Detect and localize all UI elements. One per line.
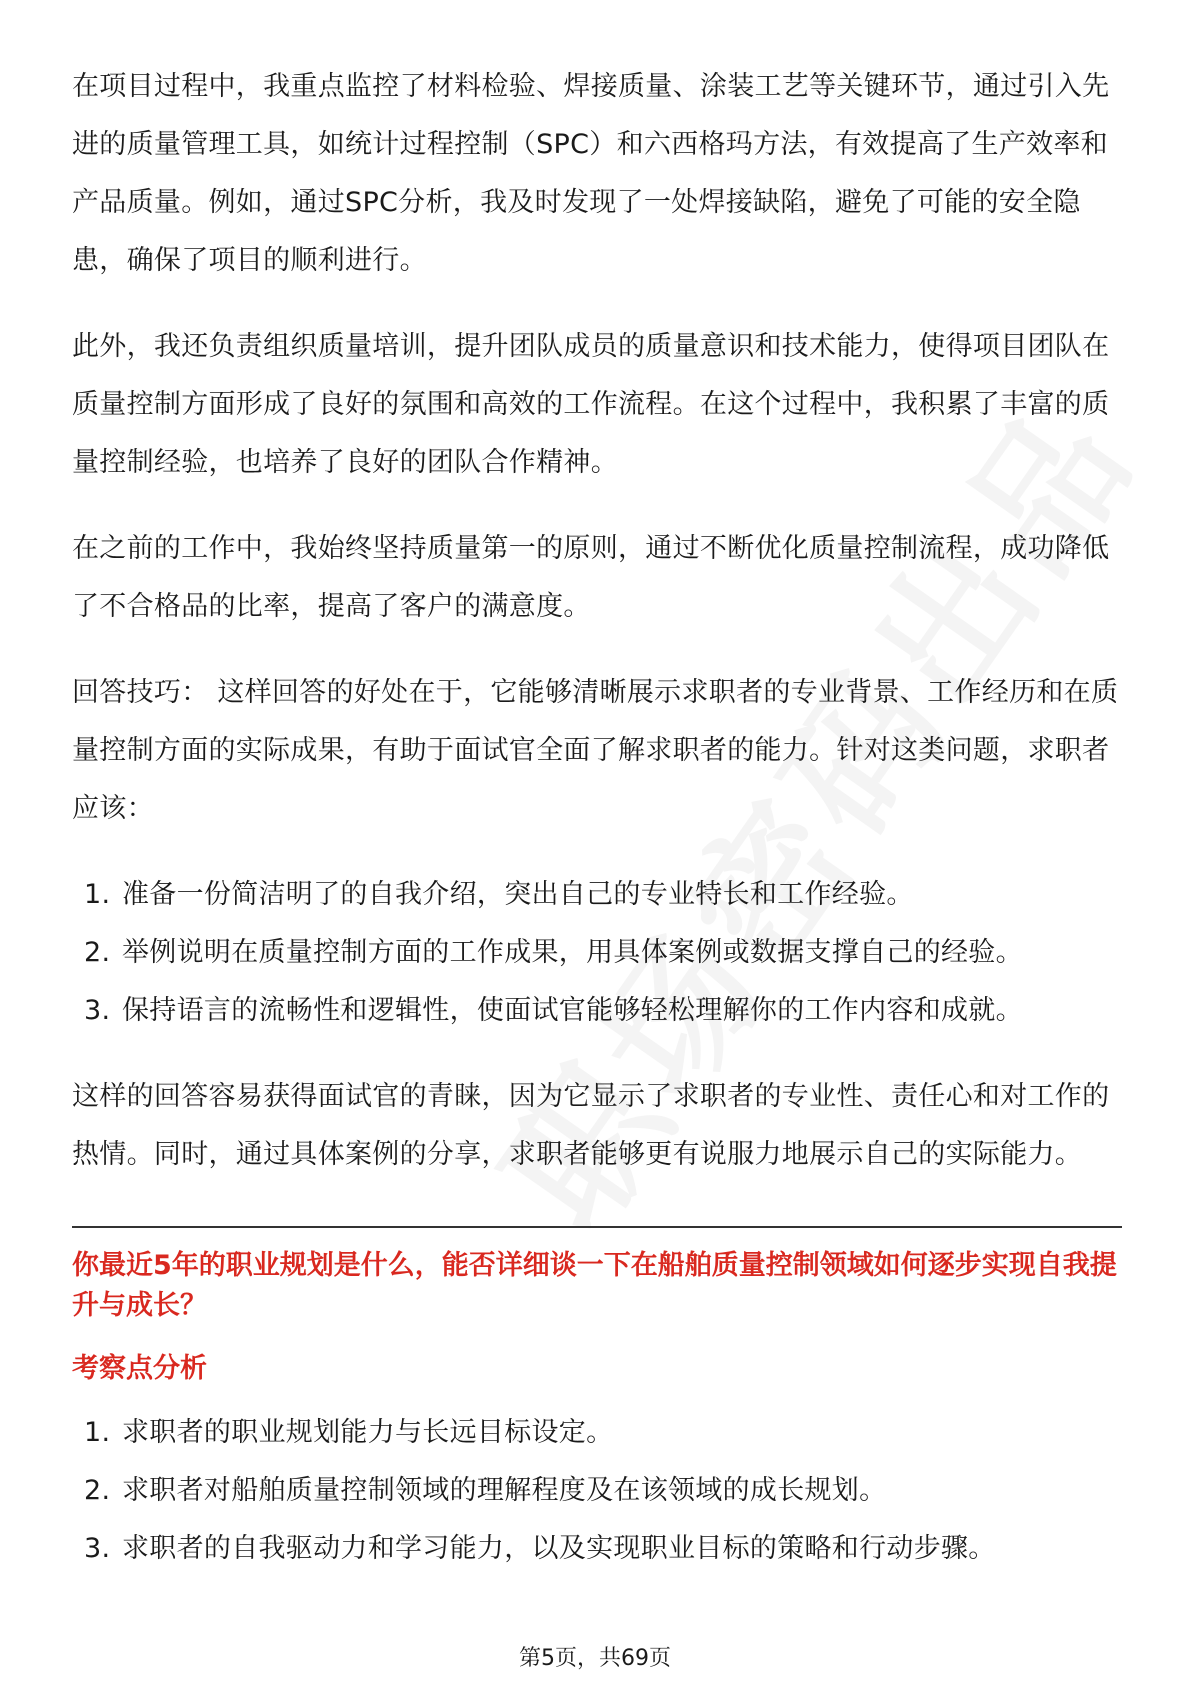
list-item bbox=[72, 1462, 1122, 1520]
list-text: 求职者对船舶质量控制领域的理解程度及在该领域的成长规划。 bbox=[122, 1475, 887, 1506]
list-number: 1. bbox=[84, 1417, 111, 1448]
list-text: 求职者的自我驱动力和学习能力，以及实现职业目标的策略和行动步骤。 bbox=[122, 1533, 996, 1564]
list-number: 1. bbox=[84, 879, 111, 910]
list-item bbox=[72, 1404, 1122, 1462]
page-footer: 第5页，共69页 bbox=[519, 1646, 671, 1671]
list-text: 举例说明在质量控制方面的工作成果，用具体案例或数据支撑自己的经验。 bbox=[122, 937, 1023, 968]
list-text: 保持语言的流畅性和逻辑性，使面试官能够轻松理解你的工作内容和成就。 bbox=[122, 995, 1023, 1026]
page-content bbox=[72, 58, 1122, 1606]
list-item bbox=[72, 1520, 1122, 1578]
list-item bbox=[72, 866, 1122, 924]
list-text: 求职者的职业规划能力与长远目标设定。 bbox=[122, 1417, 614, 1448]
paragraph-previous-work: 在之前的工作中，我始终坚持质量第一的原则，通过不断优化质量控制流程，成功降低了不合格品的比率，提高了客户的满意度。 bbox=[72, 533, 1110, 622]
tips-list bbox=[72, 866, 1122, 1040]
section-divider bbox=[72, 1226, 1122, 1228]
paragraph-training: 此外，我还负责组织质量培训，提升团队成员的质量意识和技术能力，使得项目团队在质量控制方面形成了良好的氛围和高效的工作流程。在这个过程中，我积累了丰富的质量控制经验，也培养了良好的团队合作精神。 bbox=[72, 331, 1110, 478]
paragraph-answer-tips: 回答技巧： 这样回答的好处在于，它能够清晰展示求职者的专业背景、工作经历和在质量控制方面的实际成果，有助于面试官全面了解求职者的能力。针对这类问题，求职者应该： bbox=[72, 677, 1119, 824]
list-text: 准备一份简洁明了的自我介绍，突出自己的专业特长和工作经验。 bbox=[122, 879, 914, 910]
paragraph-closing: 这样的回答容易获得面试官的青睐，因为它显示了求职者的专业性、责任心和对工作的热情。同时，通过具体案例的分享，求职者能够更有说服力地展示自己的实际能力。 bbox=[72, 1081, 1110, 1170]
analysis-title: 考察点分析 bbox=[72, 1353, 207, 1384]
paragraph-project-monitoring: 在项目过程中，我重点监控了材料检验、焊接质量、涂装工艺等关键环节，通过引入先进的质量管理工具，如统计过程控制（SPC）和六西格玛方法，有效提高了生产效率和产品质量。例如，通过SPC分析，我及时发现了一处焊接缺陷，避免了可能的安全隐患，确保了项目的顺利进行。 bbox=[72, 71, 1110, 276]
interview-question: 你最近5年的职业规划是什么，能否详细谈一下在船舶质量控制领域如何逐步实现自我提升与成长？ bbox=[72, 1250, 1117, 1321]
analysis-list bbox=[72, 1404, 1122, 1578]
list-number: 2. bbox=[84, 1475, 111, 1506]
list-number: 2. bbox=[84, 937, 111, 968]
list-item bbox=[72, 982, 1122, 1040]
list-number: 3. bbox=[84, 1533, 111, 1564]
list-item bbox=[72, 924, 1122, 982]
list-number: 3. bbox=[84, 995, 111, 1026]
